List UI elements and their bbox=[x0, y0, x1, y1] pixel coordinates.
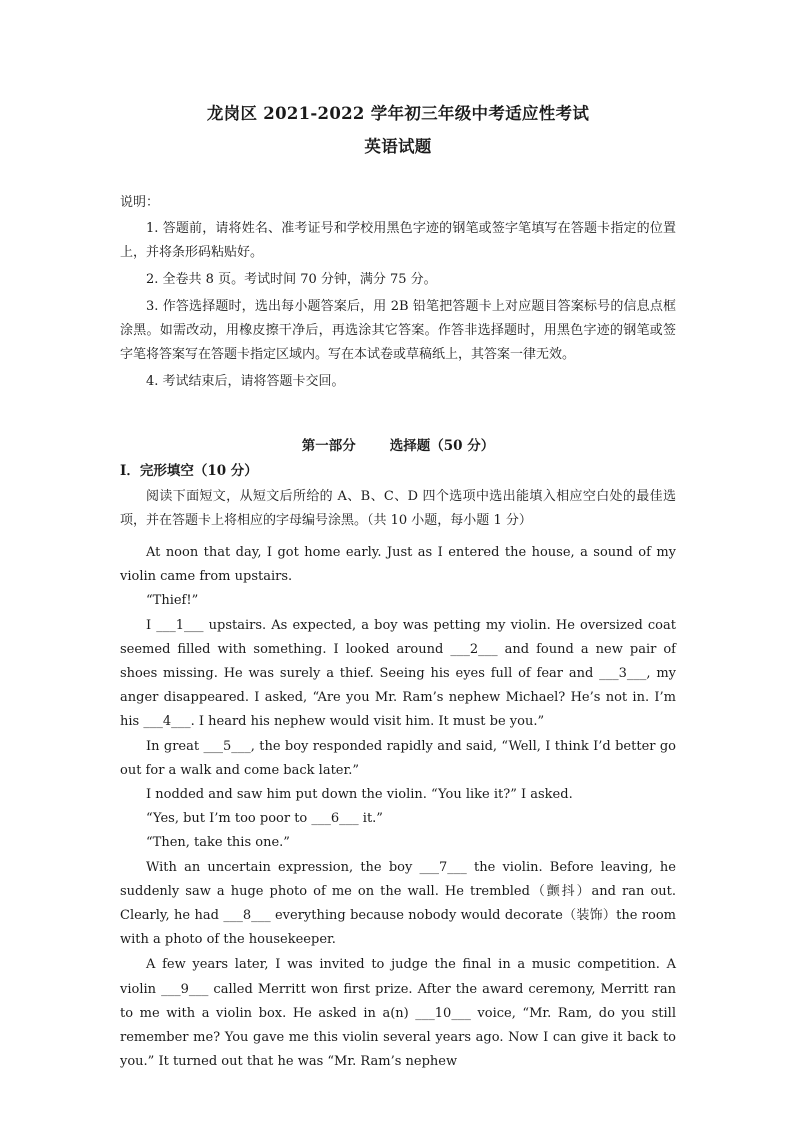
part-heading bbox=[120, 434, 676, 454]
part-title: 选择题（50 分） bbox=[389, 438, 495, 454]
instruction-text: 阅读下面短文，从短文后所给的 A、B、C、D 四个选项中选出能填入相应空白处的最佳选项，并在答题卡上将相应的字母编号涂黑。（共 10 小题，每小题 1 分） bbox=[120, 489, 676, 529]
passage-paragraph: With an uncertain expression, the boy ___7___ the violin. Before leaving, he suddenly saw a huge photo of me on the wall. He trembled（颤抖）and ran out. Clearly, he had ___8___ everything because nobody would decorate（装饰）the room with a photo of the housekeeper. bbox=[120, 859, 676, 948]
passage-paragraph: A few years later, I was invited to judge the final in a music competition. A violin ___9___ called Merritt won first prize. After the award ceremony, Merritt ran to me with a violin box. He asked in a(n) ___10___ voice, “Mr. Ram, do you still remember me? You gave me this violin several years ago. Now I can give it back to you.” It turned out that he was “Mr. Ram’s nephew bbox=[120, 957, 676, 1070]
exam-subject: 英语试题 bbox=[364, 137, 432, 156]
notes-list bbox=[120, 217, 676, 396]
passage-paragraph: “Then, take this one.” bbox=[146, 835, 290, 851]
cloze-passage bbox=[120, 541, 676, 1074]
note-item: 3. 作答选择题时，选出每小题答案后，用 2B 铅笔把答题卡上对应题目答案标号的信息点框涂黑。如需改动，用橡皮擦干净后，再选涂其它答案。作答非选择题时，用黑色字迹的钢笔或签字笔将答案写在答题卡指定区域内。写在本试卷或草稿纸上，其答案一律无效。 bbox=[120, 298, 676, 363]
passage-paragraph: “Yes, but I’m too poor to ___6___ it.” bbox=[146, 811, 383, 827]
passage-paragraph: “Thief!” bbox=[146, 593, 199, 609]
passage-paragraph: At noon that day, I got home early. Just as I entered the house, a sound of my violin came from upstairs. bbox=[120, 545, 676, 585]
exam-title: 龙岗区 2021-2022 学年初三年级中考适应性考试 bbox=[206, 104, 590, 123]
note-item: 2. 全卷共 8 页。考试时间 70 分钟，满分 75 分。 bbox=[146, 271, 437, 287]
note-item: 1. 答题前，请将姓名、准考证号和学校用黑色字迹的钢笔或签字笔填写在答题卡指定的位置上，并将条形码粘贴好。 bbox=[120, 221, 676, 261]
section-instructions bbox=[120, 485, 676, 533]
part-name: 第一部分 bbox=[301, 438, 356, 454]
notes-label: 说明： bbox=[120, 195, 160, 210]
section-heading: I．完形填空（10 分） bbox=[120, 463, 258, 479]
passage-paragraph: I nodded and saw him put down the violin. “You like it?” I asked. bbox=[146, 787, 573, 803]
passage-paragraph: I ___1___ upstairs. As expected, a boy was petting my violin. He oversized coat seemed filled with something. I looked around ___2___ and found a new pair of shoes missing. He was surely a thief. Seeing his eyes full of fear and ___3___, my anger disappeared. I asked, “Are you Mr. Ram’s nephew Michael? He’s not in. I’m his ___4___. I heard his nephew would visit him. It must be you.” bbox=[120, 617, 676, 730]
note-item: 4. 考试结束后，请将答题卡交回。 bbox=[146, 373, 345, 389]
passage-paragraph: In great ___5___, the boy responded rapidly and said, “Well, I think I’d better go out for a walk and come back later.” bbox=[120, 738, 676, 778]
